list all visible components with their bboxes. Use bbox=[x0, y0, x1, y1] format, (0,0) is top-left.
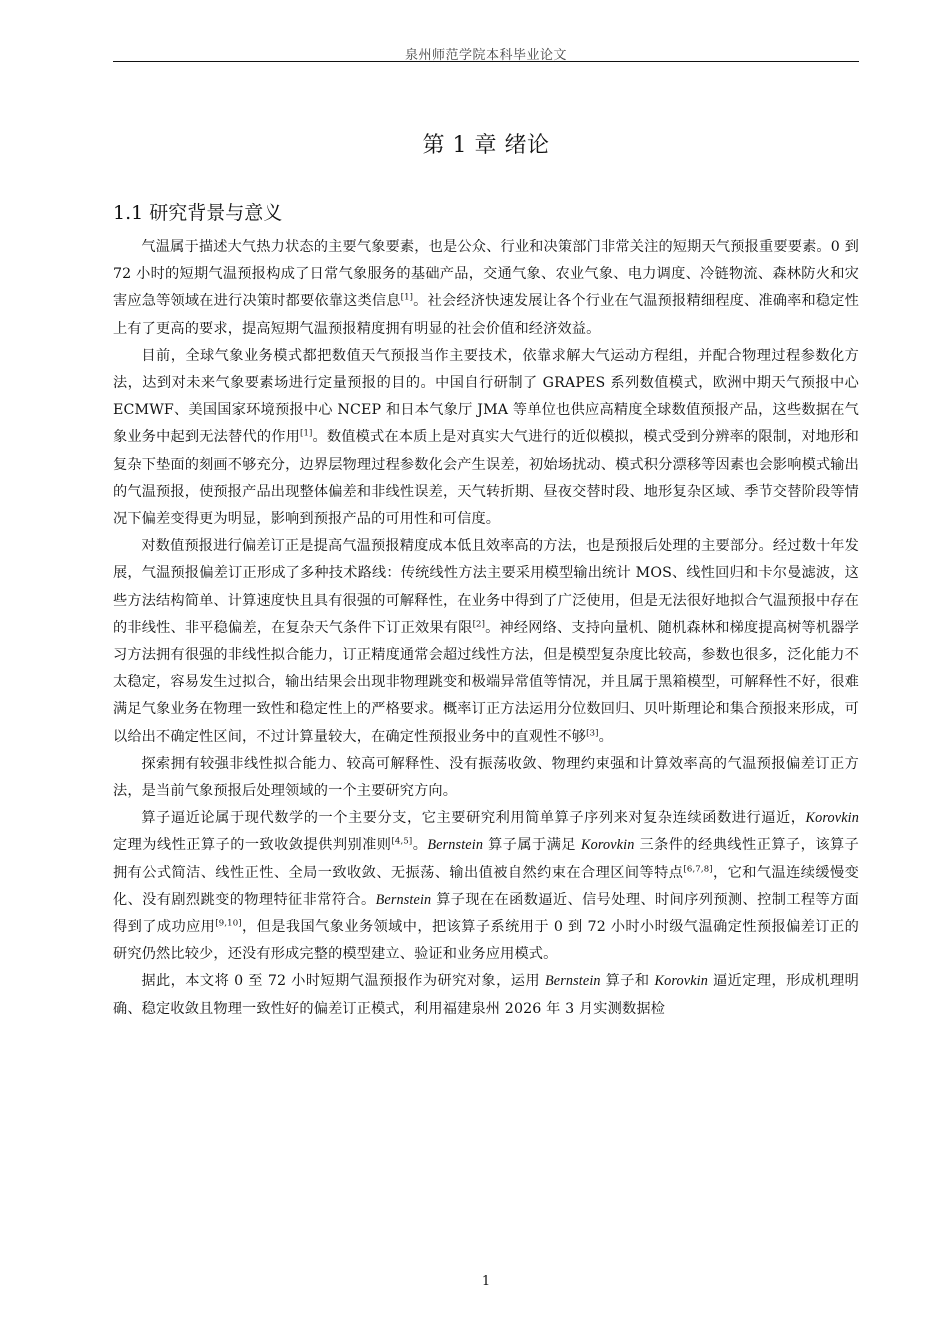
text-run: 。 bbox=[598, 728, 613, 745]
text-run: 算子逼近论属于现代数学的一个主要分支，它主要研究利用简单算子序列来对复杂连续函数进行逼近， bbox=[141, 810, 806, 827]
text-run: 算子和 bbox=[600, 973, 655, 990]
italic-term: Bernstein bbox=[375, 891, 432, 908]
paragraph bbox=[113, 234, 859, 343]
text-run: 算子属于满足 bbox=[483, 837, 581, 854]
text-run: 。 bbox=[412, 837, 428, 854]
header-rule bbox=[113, 61, 859, 62]
text-run: 。社会经济快速发展让各个行业在气温预报精细程度、准确率和稳定性上有了更高的要求，提高短期气温预报精度拥有明显的社会价值和经济效益。 bbox=[113, 293, 859, 337]
text-run: 据此，本文将 0 至 72 小时短期气温预报作为研究对象，运用 bbox=[141, 973, 545, 990]
italic-term: Korovkin bbox=[654, 973, 708, 990]
citation-ref: [6,7,8] bbox=[683, 863, 713, 874]
text-run: 探索拥有较强非线性拟合能力、较高可解释性、没有振荡收敛、物理约束强和计算效率高的气温预报偏差订正方法，是当前气象预报后处理领域的一个主要研究方向。 bbox=[113, 755, 859, 800]
paragraph bbox=[113, 343, 859, 533]
text-run: 目前，全球气象业务模式都把数值天气预报当作主要技术，依靠求解大气运动方程组，并配合物理过程参数化方法，达到对未来气象要素场进行定量预报的目的。中国自行研制了 GRAPES 系列数值模式，欧洲中期天气预报中心 ECMWF、美国国家环境预报中心 NCEP 和日本气象厅 JMA 等单位也供应高精度全球数值预报产品，这些数据在气象业务中起到无法替代的作用 bbox=[113, 347, 859, 446]
italic-term: Korovkin bbox=[805, 810, 859, 827]
chapter-title: 第 1 章 绪论 bbox=[422, 133, 550, 158]
paragraph bbox=[113, 751, 859, 805]
paragraph bbox=[113, 805, 859, 968]
text-run: 定理为线性正算子的一致收敛提供判别准则 bbox=[113, 837, 392, 854]
citation-ref: [2] bbox=[472, 619, 486, 630]
text-run: 。数值模式在本质上是对真实大气进行的近似模拟，模式受到分辨率的限制，对地形和复杂下垫面的刻画不够充分，边界层物理过程参数化会产生误差，初始场扰动、模式积分漂移等因素也会影响模式输出的气温预报，使预报产品出现整体偏差和非线性误差，天气转折期、昼夜交替时段、地形复杂区域、季节交替阶段等情况下偏差变得更为明显，影响到预报产品的可用性和可信度。 bbox=[113, 429, 860, 528]
text-run: ，但是我国气象业务领域中，把该算子系统用于 0 到 72 小时小时级气温确定性预报偏差订正的研究仍然比较少，还没有形成完整的模型建立、验证和业务应用模式。 bbox=[113, 919, 859, 963]
paragraph bbox=[113, 968, 859, 1022]
citation-ref: [9,10] bbox=[215, 918, 242, 929]
body-text bbox=[113, 234, 859, 1023]
citation-ref: [3] bbox=[586, 727, 599, 738]
text-run: 对数值预报进行偏差订正是提高气温预报精度成本低且效率高的方法，也是预报后处理的主要部分。经过数十年发展，气温预报偏差订正形成了多种技术路线：传统线性方法主要采用模型输出统计 MOS、线性回归和卡尔曼滤波，这些方法结构简单、计算速度快且具有很强的可解释性，在业务中得到了广泛使用，但是无法很好地拟合气温预报中存在的非线性、非平稳偏差，在复杂天气条件下订正效果有限 bbox=[113, 538, 859, 636]
citation-ref: [4,5] bbox=[391, 836, 413, 847]
italic-term: Bernstein bbox=[544, 973, 601, 990]
paragraph bbox=[113, 533, 859, 751]
text-run: ，它和气温连续缓慢变化、没有剧烈跳变的物理特征非常符合。 bbox=[113, 864, 859, 908]
page-number: 1 bbox=[481, 1274, 491, 1289]
text-run: 三条件的经典线性正算子，该算子拥有公式简洁、线性正性、全局一致收敛、无振荡、输出值被自然约束在合理区间等特点 bbox=[113, 837, 859, 881]
citation-ref: [1] bbox=[299, 428, 313, 439]
section-title: 1.1 研究背景与意义 bbox=[113, 202, 283, 224]
text-run: 气温属于描述大气热力状态的主要气象要素，也是公众、行业和决策部门非常关注的短期天气预报重要要素。0 到 72 小时的短期气温预报构成了日常气象服务的基础产品，交通气象、农业气象、电力调度、冷链物流、森林防火和灾害应急等领域在进行决策时都要依靠这类信息 bbox=[113, 239, 859, 310]
text-run: 算子现在在函数逼近、信号处理、时间序列预测、控制工程等方面得到了成功应用 bbox=[113, 891, 860, 936]
citation-ref: [1] bbox=[400, 292, 414, 303]
text-run: 逼近定理，形成机理明确、稳定收敛且物理一致性好的偏差订正模式，利用福建泉州 2026 年 3 月实测数据检 bbox=[113, 973, 859, 1017]
italic-term: Bernstein bbox=[427, 837, 484, 854]
italic-term: Korovkin bbox=[581, 837, 635, 854]
text-run: 。神经网络、支持向量机、随机森林和梯度提高树等机器学习方法拥有很强的非线性拟合能力，订正精度通常会超过线性方法，但是模型复杂度比较高，参数也很多，泛化能力不太稳定，容易发生过拟合，输出结果会出现非物理跳变和极端异常值等情况，并且属于黑箱模型，可解释性不好，很难满足气象业务在物理一致性和稳定性上的严格要求。概率订正方法运用分位数回归、贝叶斯理论和集合预报来形成，可以给出不确定性区间，不过计算量较大，在确定性预报业务中的直观性不够 bbox=[113, 619, 859, 745]
running-header: 泉州师范学院本科毕业论文 bbox=[404, 48, 567, 63]
